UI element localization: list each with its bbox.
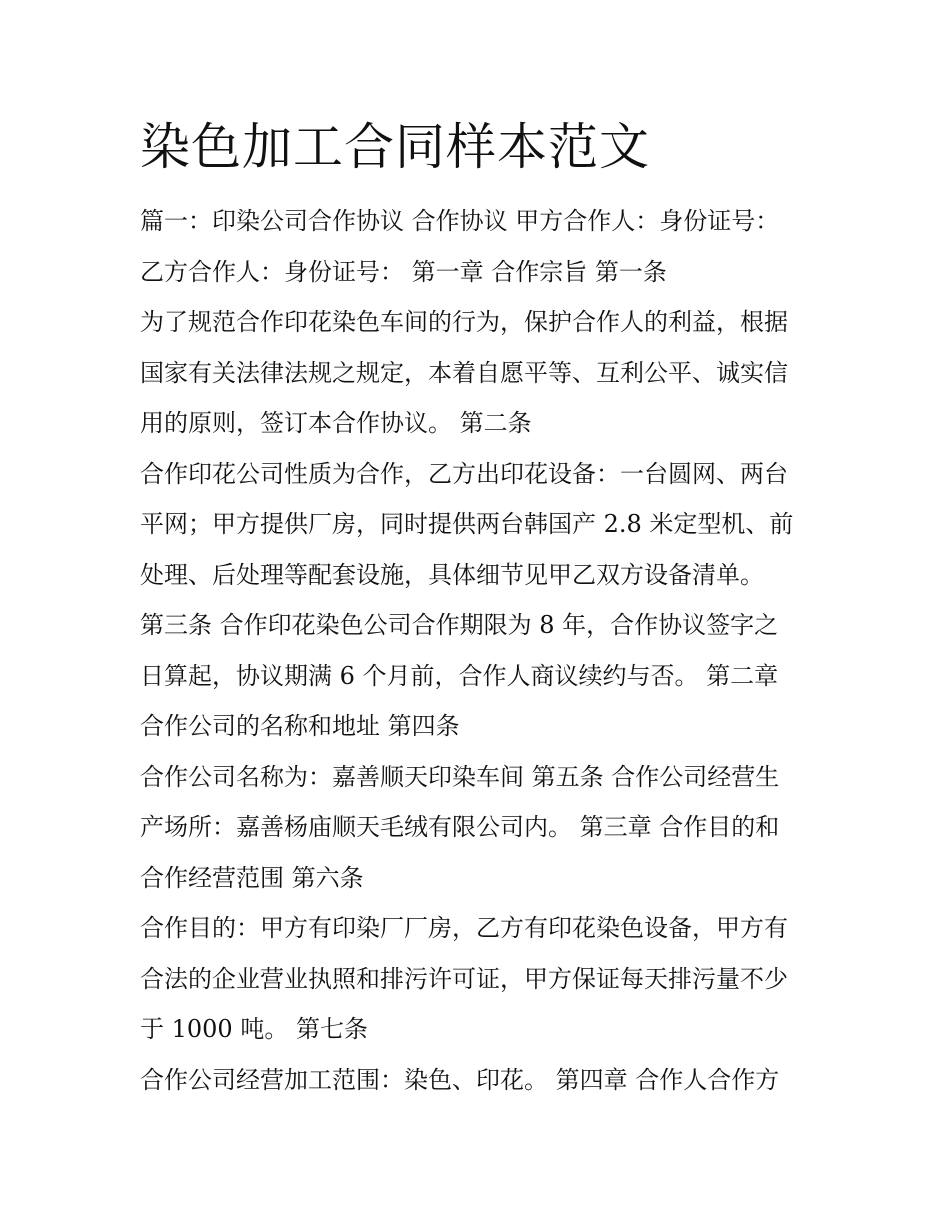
text-line: 合作目的：甲方有印染厂厂房，乙方有印花染色设备，甲方有 [140, 914, 788, 942]
text-line: 合作印花公司性质为合作，乙方出印花设备：一台圆网、两台 [140, 459, 788, 488]
text-line: 用的原则，签订本合作协议。 第二条 [140, 409, 532, 437]
text-line: 合作公司经营加工范围：染色、印花。 第四章 合作人合作方 [140, 1065, 780, 1094]
document-body [140, 196, 820, 1105]
text-line: 于 1000 吨。 第七条 [140, 1015, 368, 1043]
text-line: 篇一：印染公司合作协议 合作协议 甲方合作人：身份证号： [140, 207, 780, 235]
text-line: 合法的企业营业执照和排污许可证，甲方保证每天排污量不少 [140, 964, 788, 993]
text-line: 合作公司名称为：嘉善顺天印染车间 第五条 合作公司经营生 [140, 762, 780, 791]
document-title: 染色加工合同样本范文 [140, 118, 650, 176]
text-line: 合作经营范围 第六条 [140, 863, 364, 892]
text-line: 平网；甲方提供厂房，同时提供两台韩国产 2.8 米定型机、前 [140, 510, 794, 538]
text-line: 处理、后处理等配套设施，具体细节见甲乙双方设备清单。 [140, 560, 764, 589]
text-line: 为了规范合作印花染色车间的行为，保护合作人的利益，根据 [140, 308, 788, 336]
text-line: 日算起，协议期满 6 个月前，合作人商议续约与否。 第二章 [140, 661, 779, 690]
text-line: 合作公司的名称和地址 第四条 [140, 712, 460, 740]
text-line: 产场所：嘉善杨庙顺天毛绒有限公司内。 第三章 合作目的和 [140, 813, 780, 841]
text-line: 乙方合作人：身份证号： 第一章 合作宗旨 第一条 [140, 257, 667, 286]
text-line: 第三条 合作印花染色公司合作期限为 8 年，合作协议签字之 [140, 611, 779, 639]
text-line: 国家有关法律法规之规定，本着自愿平等、互利公平、诚实信 [140, 358, 788, 387]
